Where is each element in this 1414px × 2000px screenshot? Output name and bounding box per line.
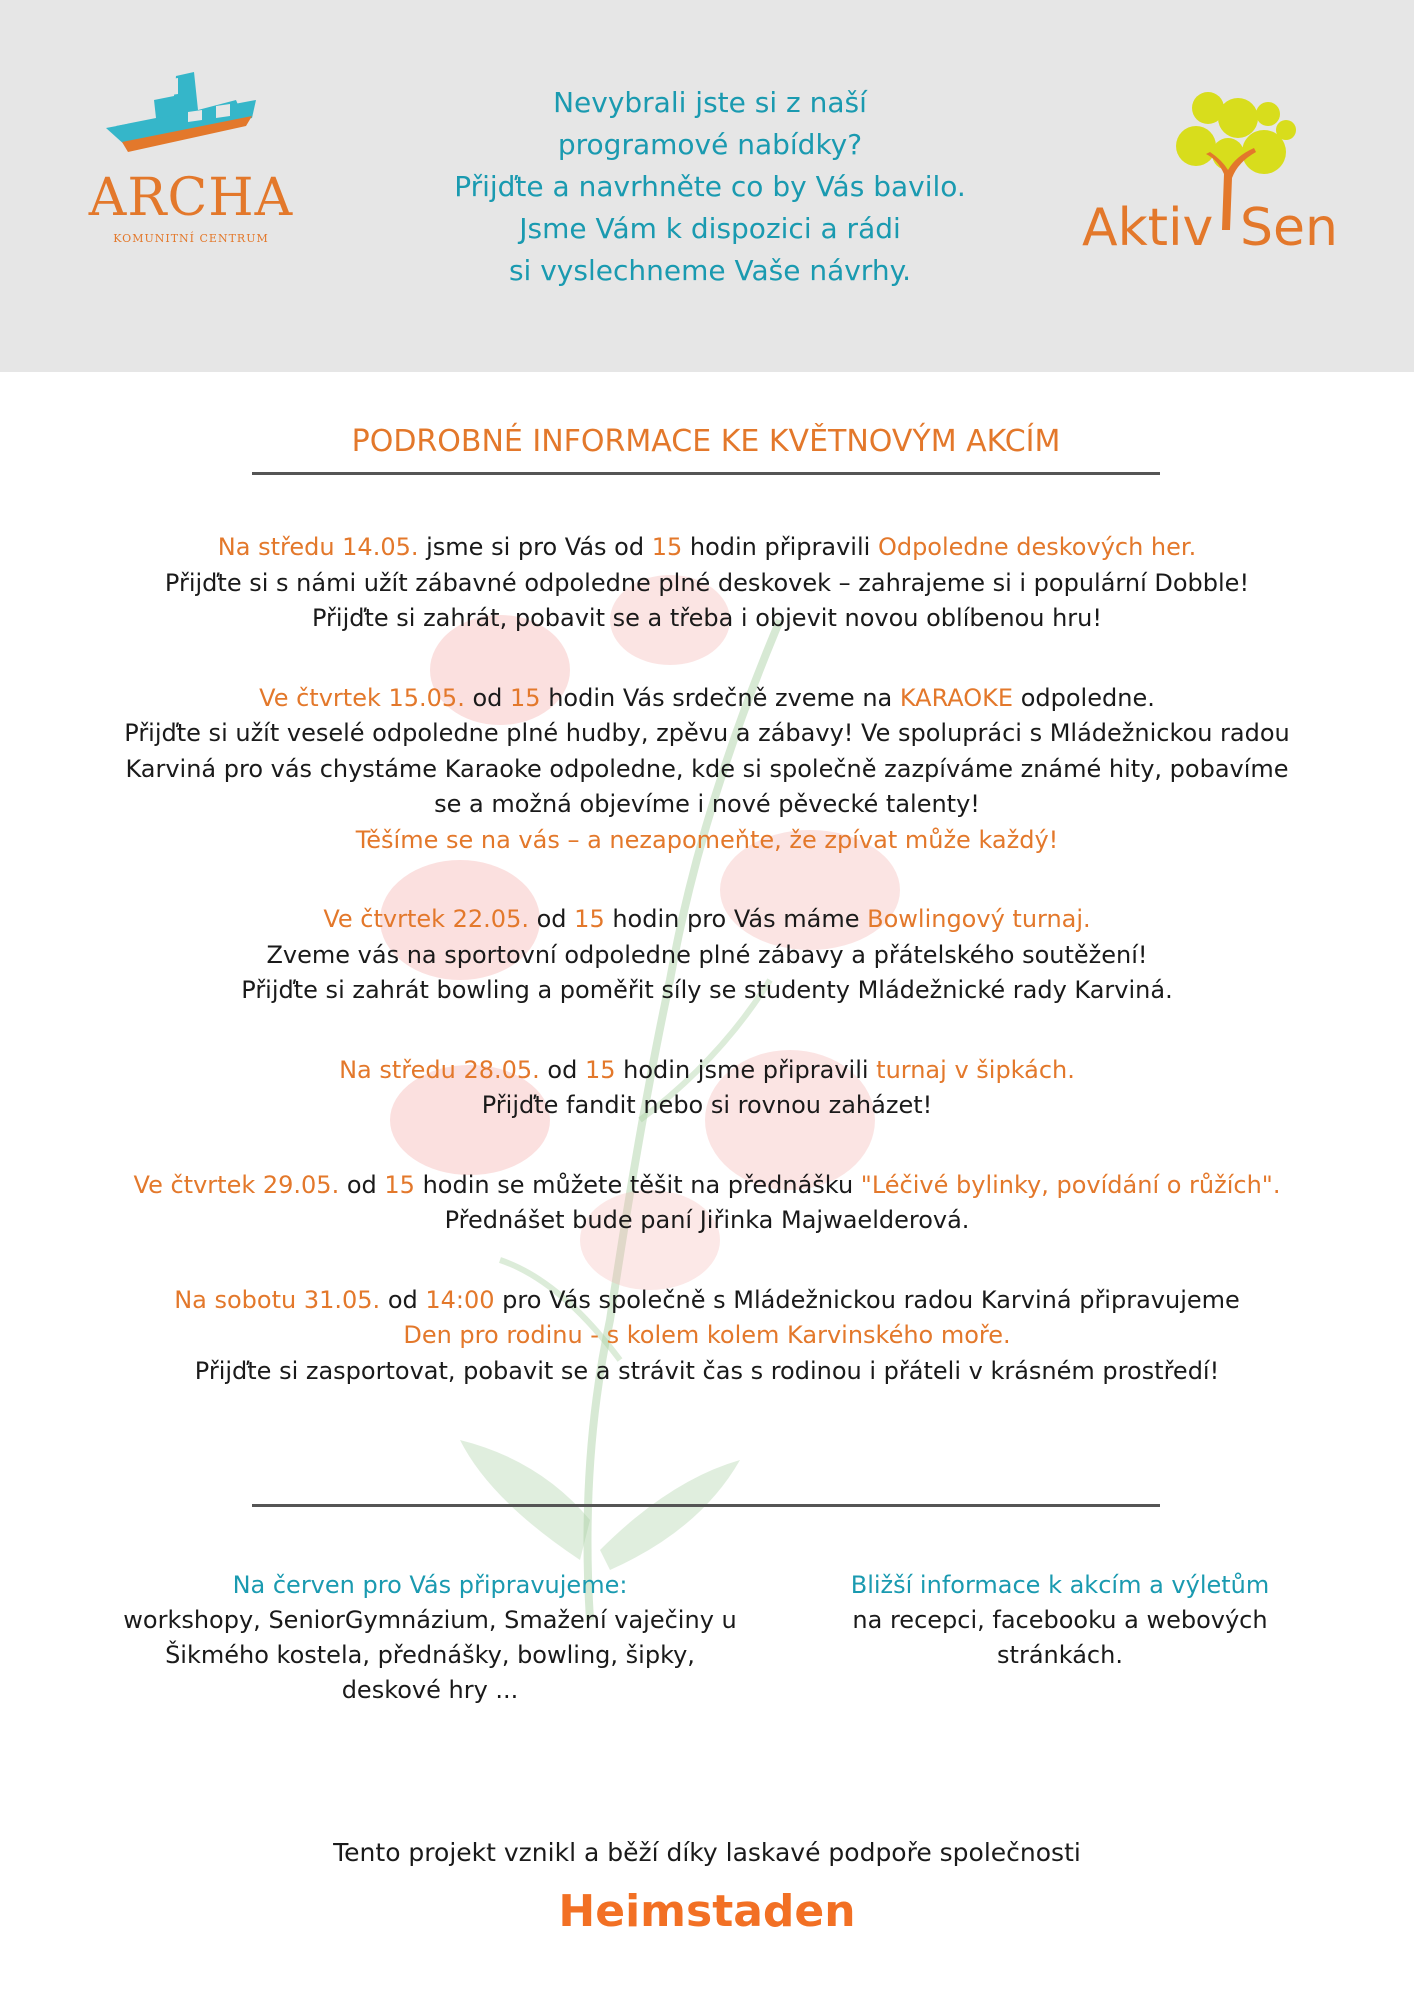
- event-title: KARAOKE: [899, 683, 1014, 712]
- event-time: 15: [651, 533, 683, 561]
- archa-logo: [66, 70, 316, 260]
- archa-name: ARCHA: [88, 168, 294, 228]
- event-text: hodin Vás srdečně zveme na: [540, 683, 900, 712]
- event-title: Odpoledne deskových her.: [877, 533, 1197, 561]
- event-date: Ve čtvrtek 22.05.: [323, 905, 529, 933]
- june-line: Šikmého kostela, přednášky, bowling, šipky,: [165, 1641, 695, 1669]
- event-description: Přednášet bude paní Jiřinka Majwaelderová.: [444, 1206, 970, 1234]
- event-text: od: [339, 1170, 385, 1199]
- event-text: od: [539, 1055, 585, 1084]
- aktivsen-part2: Sen: [1240, 198, 1338, 258]
- archa-subtitle: KOMUNITNÍ CENTRUM: [113, 232, 269, 245]
- event-text: hodin připravili: [682, 533, 878, 561]
- event-heading: [339, 1056, 1075, 1084]
- june-line: workshopy, SeniorGymnázium, Smažení vaječiny u: [123, 1606, 737, 1634]
- event-date: Na sobotu 31.05.: [174, 1285, 381, 1314]
- event-heading: [174, 1286, 1240, 1314]
- event-date: Na středu 28.05.: [339, 1055, 540, 1084]
- event-time: 15: [584, 1055, 616, 1084]
- header-message-line: Nevybrali jste si z naší: [553, 86, 867, 119]
- header-message: [400, 82, 1020, 292]
- event-time: 15: [574, 905, 605, 933]
- header-message-line: programové nabídky?: [557, 128, 863, 161]
- event-description: Přijďte si zahrát bowling a poměřit síly se studenty Mládežnické rady Karviná.: [241, 976, 1173, 1004]
- event-item: [60, 902, 1354, 1009]
- event-text: hodin pro Vás máme: [604, 905, 868, 933]
- event-item: [60, 1168, 1354, 1239]
- event-list: [60, 530, 1354, 1433]
- divider: [252, 1504, 1160, 1507]
- event-text: jsme si pro Vás od: [418, 533, 652, 561]
- header-message-line: Jsme Vám k dispozici a rádi: [519, 212, 901, 245]
- event-description: Přijďte si zasportovat, pobavit se a strávit čas s rodinou i přáteli v krásném prostředí!: [194, 1356, 1220, 1385]
- section-title: PODROBNÉ INFORMACE KE KVĚTNOVÝM AKCÍM: [351, 424, 1061, 459]
- header-banner: [0, 0, 1414, 372]
- boat-icon: [66, 70, 316, 170]
- event-item: [60, 1053, 1354, 1124]
- event-description: Přijďte fandit nebo si rovnou zaházet!: [481, 1091, 933, 1119]
- event-date: Ve čtvrtek 29.05.: [133, 1170, 340, 1199]
- june-heading: Na červen pro Vás připravujeme:: [232, 1571, 628, 1599]
- event-text: odpoledne.: [1013, 683, 1155, 712]
- june-line: deskové hry ...: [341, 1676, 519, 1704]
- event-description: Přijďte si zahrát, pobavit se a třeba i objevit novou oblíbenou hru!: [311, 604, 1103, 632]
- aktivsen-logo: [1078, 90, 1358, 260]
- event-title: turnaj v šipkách.: [876, 1055, 1075, 1084]
- event-text: hodin jsme připravili: [615, 1055, 877, 1084]
- event-description: Přijďte si užít veselé odpoledne plné hudby, zpěvu a zábavy! Ve spolupráci s Mládežnickou radou: [124, 719, 1290, 747]
- event-tagline: Těšíme se na vás – a nezapomeňte, že zpívat může každý!: [355, 825, 1059, 854]
- event-description: Zveme vás na sportovní odpoledne plné zábavy a přátelského soutěžení!: [266, 940, 1148, 969]
- event-text: od: [528, 905, 575, 933]
- june-plans: [110, 1568, 750, 1708]
- event-time: 15: [510, 683, 541, 712]
- event-time: 15: [384, 1170, 415, 1199]
- event-heading: [134, 1171, 1281, 1199]
- header-message-line: si vyslechneme Vaše návrhy.: [508, 254, 912, 287]
- event-date: Na středu 14.05.: [217, 533, 419, 561]
- event-text: od: [464, 683, 511, 712]
- event-heading: [259, 684, 1155, 712]
- event-date: Ve čtvrtek 15.05.: [259, 683, 465, 712]
- aktivsen-part1: Aktiv: [1082, 198, 1214, 258]
- event-item: [60, 1283, 1354, 1390]
- event-description: Karviná pro vás chystáme Karaoke odpoledne, kde si společně zazpíváme známé hity, pobavíme: [125, 754, 1289, 783]
- event-title: Den pro rodinu - s kolem kolem Karvinského moře.: [403, 1321, 1011, 1349]
- more-info: [800, 1568, 1320, 1673]
- event-text: od: [380, 1285, 426, 1314]
- event-text: pro Vás společně s Mládežnickou radou Karviná připravujeme: [494, 1285, 1240, 1314]
- event-time: 14:00: [425, 1285, 495, 1314]
- event-description: Přijďte si s námi užít zábavné odpoledne plné deskovek – zahrajeme si i populární Dobble!: [164, 568, 1250, 597]
- event-description: se a možná objevíme i nové pěvecké talenty!: [434, 790, 980, 818]
- event-heading: [323, 905, 1090, 933]
- heimstaden-logo: Heimstaden: [558, 1886, 856, 1937]
- info-line: na recepci, facebooku a webových: [852, 1606, 1268, 1634]
- support-text: Tento projekt vznikl a běží díky laskavé podpoře společnosti: [333, 1838, 1081, 1867]
- event-title: "Léčivé bylinky, povídání o růžích".: [860, 1170, 1281, 1199]
- event-title: Bowlingový turnaj.: [867, 905, 1091, 933]
- event-item: [60, 681, 1354, 859]
- info-heading: Bližší informace k akcím a výletům: [850, 1571, 1270, 1599]
- header-message-line: Přijďte a navrhněte co by Vás bavilo.: [454, 170, 966, 203]
- event-heading: [218, 533, 1196, 561]
- divider: [252, 472, 1160, 475]
- event-text: hodin se můžete těšit na přednášku: [414, 1170, 861, 1199]
- info-line: stránkách.: [997, 1641, 1123, 1669]
- event-item: [60, 530, 1354, 637]
